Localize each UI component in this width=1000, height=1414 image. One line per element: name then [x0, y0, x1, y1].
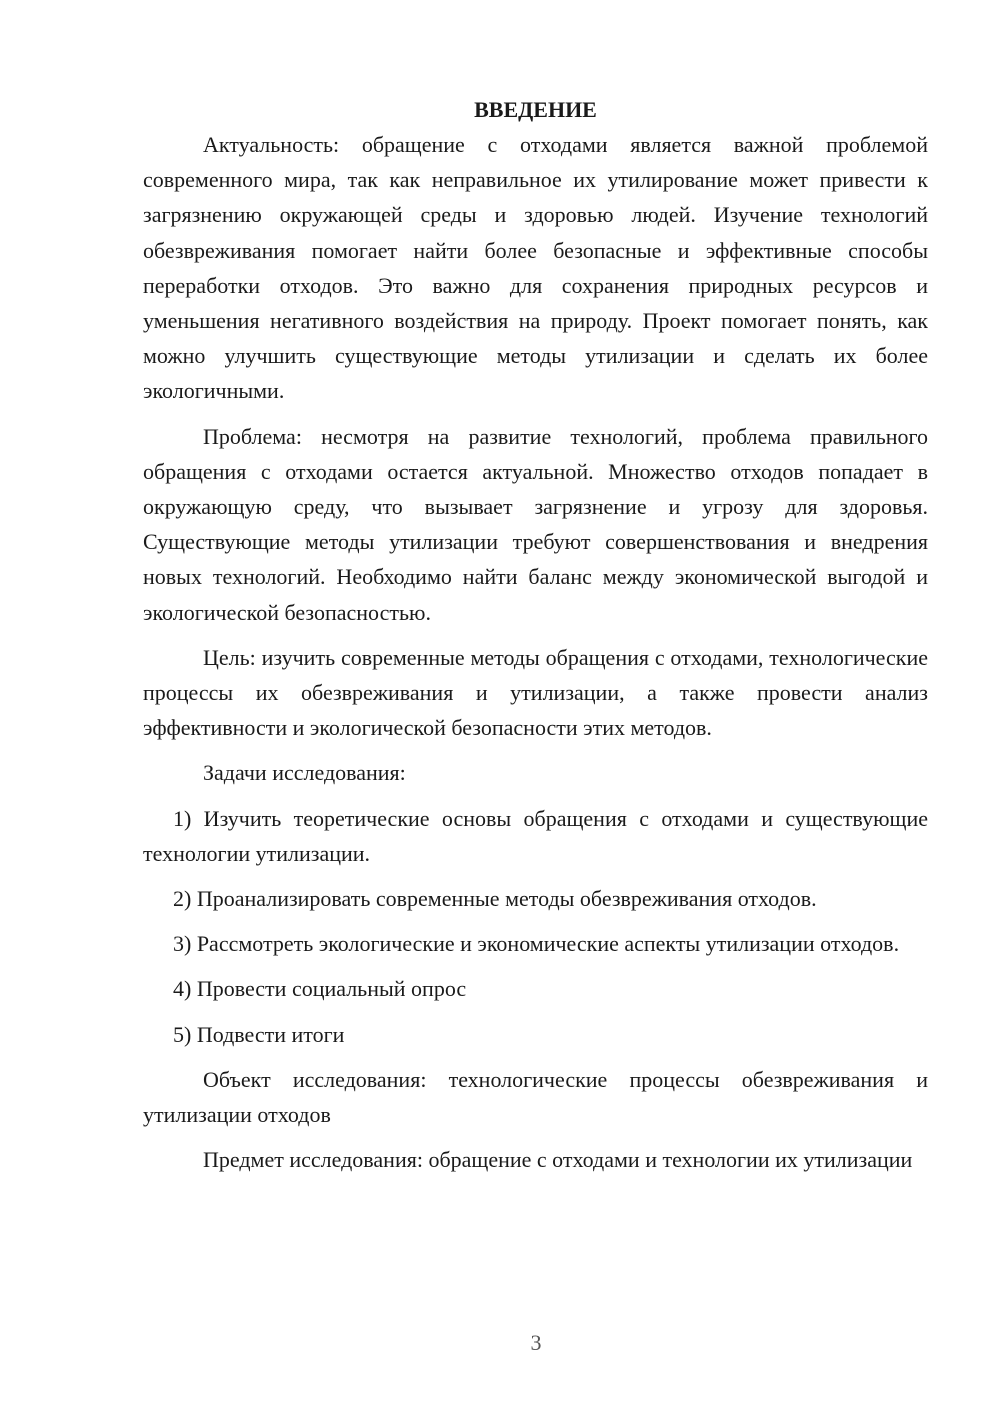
task-item-3: 3) Рассмотреть экологические и экономические аспекты утилизации отходов.	[173, 931, 900, 957]
task-item-4: 4) Провести социальный опрос	[173, 976, 467, 1002]
task-item-2: 2) Проанализировать современные методы обезвреживания отходов.	[173, 886, 817, 912]
subject-paragraph: Предмет исследования: обращение с отходами и технологии их утилизации	[203, 1147, 913, 1173]
goal-paragraph: Цель: изучить современные методы обращения с отходами, технологические процессы их обезвреживания и утилизации, а также провести анализ эффективности и экологической безопасности этих методов.	[143, 644, 928, 741]
relevance-paragraph: Актуальность: обращение с отходами является важной проблемой современного мира, так как неправильное их утилирование может привести к загрязнению окружающей среды и здоровью людей. Изучение технологий обезвреживания помогает найти более безопасные и эффективные способы переработки отходов. Это важно для сохранения природных ресурсов и уменьшения негативного воздействия на природу. Проект помогает понять, как можно улучшить существующие методы утилизации и сделать их более экологичными.	[143, 132, 928, 404]
tasks-heading: Задачи исследования:	[203, 760, 406, 786]
page-number: 3	[530, 1330, 542, 1355]
problem-paragraph: Проблема: несмотря на развитие технологий, проблема правильного обращения с отходами остается актуальной. Множество отходов попадает в окружающую среду, что вызывает загрязнение и угрозу для здоровья. Существующие методы утилизации требуют совершенствования и внедрения новых технологий. Необходимо найти баланс между экономической выгодой и экологической безопасностью.	[143, 423, 928, 625]
task-item-1: 1) Изучить теоретические основы обращения с отходами и существующие технологии утилизации.	[143, 805, 928, 866]
page-title: ВВЕДЕНИЕ	[474, 97, 597, 122]
object-paragraph: Объект исследования: технологические процессы обезвреживания и утилизации отходов	[143, 1066, 928, 1128]
document-body	[143, 92, 928, 1187]
task-item-5: 5) Подвести итоги	[173, 1021, 345, 1047]
